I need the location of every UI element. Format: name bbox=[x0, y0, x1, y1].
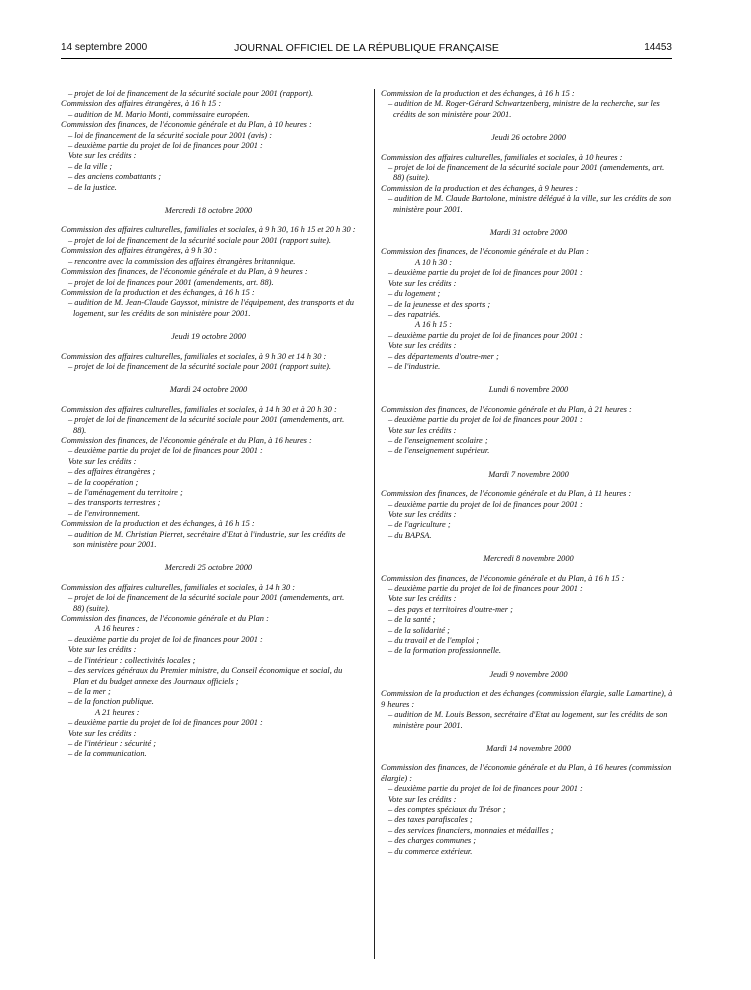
agenda-item: – de la formation professionnelle. bbox=[388, 646, 501, 656]
date-heading: Lundi 6 novembre 2000 bbox=[488, 385, 569, 395]
agenda-item: – de l'enseignement scolaire ; bbox=[388, 435, 488, 445]
session-time: A 21 heures : bbox=[95, 707, 140, 717]
agenda-item: – des services financiers, monnaies et médailles ; bbox=[388, 825, 554, 835]
commission-heading: Commission des finances, de l'économie générale et du Plan, à 16 heures : bbox=[61, 435, 312, 445]
agenda-item: Vote sur les crédits : bbox=[68, 151, 137, 161]
agenda-item: – de l'aménagement du territoire ; bbox=[68, 488, 183, 497]
issue-date: 14 septembre 2000 bbox=[61, 42, 148, 53]
agenda-item: – du travail et de l'emploi ; bbox=[388, 636, 480, 646]
agenda-item: – projet de loi de financement de la sécurité sociale pour 2001 (rapport suite). bbox=[68, 361, 331, 371]
commission-heading: Commission des finances, de l'économie générale et du Plan : bbox=[61, 614, 269, 624]
page-number: 14453 bbox=[644, 42, 672, 53]
commission-heading: Commission des affaires culturelles, familiales et sociales, à 14 h 30 et à 20 h 30 : bbox=[61, 404, 337, 414]
agenda-item: – de l'agriculture ; bbox=[388, 520, 451, 530]
agenda-item: – deuxième partie du projet de loi de finances pour 2001 : bbox=[388, 584, 583, 594]
agenda-item: – des charges communes ; bbox=[388, 836, 477, 846]
agenda-item: – de l'industrie. bbox=[388, 361, 441, 371]
commission-heading: Commission des finances, de l'économie générale et du Plan, à 10 heures : bbox=[61, 120, 312, 130]
commission-heading: Commission des finances, de l'économie générale et du Plan, à 16 h 15 : bbox=[381, 573, 625, 583]
right-column bbox=[381, 89, 676, 857]
agenda-item: Vote sur les crédits : bbox=[388, 594, 457, 604]
date-heading: Mardi 24 octobre 2000 bbox=[169, 385, 248, 395]
agenda-item: – des anciens combattants ; bbox=[68, 172, 162, 182]
agenda-item: – projet de loi de financement de la sécurité sociale pour 2001 (rapport). bbox=[68, 89, 314, 98]
agenda-item: – de l'enseignement supérieur. bbox=[388, 446, 490, 456]
column-divider bbox=[374, 89, 375, 959]
agenda-item: – audition de M. Roger-Gérard Schwartzenberg, ministre de la recherche, sur les crédits de son ministère pour 2001. bbox=[388, 99, 660, 119]
agenda-item: – deuxième partie du projet de loi de finances pour 2001 : bbox=[388, 784, 583, 794]
commission-heading: Commission de la production et des échanges, à 16 h 15 : bbox=[61, 519, 255, 529]
agenda-item: – loi de financement de la sécurité sociale pour 2001 (avis) : bbox=[68, 130, 272, 140]
agenda-item: Vote sur les crédits : bbox=[68, 645, 137, 655]
agenda-item: – de l'environnement. bbox=[68, 508, 140, 518]
agenda-item: – deuxième partie du projet de loi de finances pour 2001 : bbox=[68, 718, 263, 728]
session-time: A 16 h 15 : bbox=[415, 320, 453, 330]
date-heading: Mardi 14 novembre 2000 bbox=[486, 743, 571, 753]
date-heading: Jeudi 9 novembre 2000 bbox=[489, 669, 568, 679]
commission-heading: Commission des finances, de l'économie générale et du Plan, à 11 heures : bbox=[381, 489, 632, 499]
commission-heading: Commission de la production et des échanges, à 16 h 15 : bbox=[381, 89, 575, 98]
date-heading: Mercredi 18 octobre 2000 bbox=[164, 206, 253, 216]
agenda-item: – de la jeunesse et des sports ; bbox=[388, 299, 491, 309]
date-heading: Mardi 31 octobre 2000 bbox=[489, 228, 568, 238]
commission-heading: Commission des affaires culturelles, familiales et sociales, à 10 heures : bbox=[381, 152, 623, 162]
agenda-item: – du logement ; bbox=[388, 289, 441, 299]
agenda-item: – deuxième partie du projet de loi de finances pour 2001 : bbox=[68, 446, 263, 456]
agenda-item: – de la fonction publique. bbox=[68, 697, 154, 707]
agenda-item: – des affaires étrangères ; bbox=[68, 467, 156, 477]
commission-heading: Commission des finances, de l'économie générale et du Plan, à 16 heures (commission élargie) : bbox=[381, 763, 672, 783]
agenda-item: Vote sur les crédits : bbox=[388, 794, 457, 804]
agenda-item: – deuxième partie du projet de loi de finances pour 2001 : bbox=[388, 415, 583, 425]
agenda-item: – deuxième partie du projet de loi de finances pour 2001 : bbox=[388, 499, 583, 509]
agenda-item: – de l'intérieur : collectivités locales ; bbox=[68, 655, 196, 665]
commission-heading: Commission de la production et des échanges (commission élargie, salle Lamartine), à 9 heures : bbox=[381, 689, 673, 709]
agenda-item: – des comptes spéciaux du Trésor ; bbox=[388, 804, 506, 814]
agenda-item: – projet de loi de financement de la sécurité sociale pour 2001 (amendements, art. 88) (suite). bbox=[68, 593, 345, 613]
agenda-item: Vote sur les crédits : bbox=[388, 341, 457, 351]
agenda-item: – deuxième partie du projet de loi de finances pour 2001 : bbox=[388, 330, 583, 340]
agenda-item: – audition de M. Mario Monti, commissaire européen. bbox=[68, 109, 250, 119]
left-column bbox=[61, 89, 356, 760]
commission-heading: Commission des affaires culturelles, familiales et sociales, à 9 h 30 et 14 h 30 : bbox=[61, 351, 327, 361]
agenda-item: – audition de M. Claude Bartolone, ministre délégué à la ville, sur les crédits de son ministère pour 2001. bbox=[388, 194, 672, 214]
agenda-item: – de la ville ; bbox=[68, 161, 113, 171]
session-time: A 10 h 30 : bbox=[415, 257, 453, 267]
agenda-item: – de l'intérieur : sécurité ; bbox=[68, 738, 157, 748]
commission-heading: Commission des finances, de l'économie générale et du Plan : bbox=[381, 247, 589, 257]
agenda-item: Vote sur les crédits : bbox=[388, 425, 457, 435]
agenda-item: – projet de loi de financement de la sécurité sociale pour 2001 (amendements, art. 88) (suite). bbox=[388, 163, 665, 183]
date-heading: Jeudi 19 octobre 2000 bbox=[171, 332, 246, 342]
agenda-item: Vote sur les crédits : bbox=[388, 278, 457, 288]
agenda-item: – audition de M. Christian Pierret, secrétaire d'Etat à l'industrie, sur les crédits de son ministère pour 2001. bbox=[68, 529, 346, 550]
agenda-item: – des taxes parafiscales ; bbox=[388, 815, 473, 825]
agenda-item: – des pays et territoires d'outre-mer ; bbox=[388, 604, 513, 614]
commission-heading: Commission des affaires étrangères, à 16 h 15 : bbox=[61, 99, 222, 109]
agenda-item: – projet de loi de finances pour 2001 (amendements, art. 88). bbox=[68, 277, 274, 287]
page-header bbox=[61, 42, 672, 58]
agenda-item: Vote sur les crédits : bbox=[388, 510, 457, 519]
agenda-item: – de la justice. bbox=[68, 182, 117, 192]
commission-heading: Commission de la production et des échanges, à 9 heures : bbox=[381, 183, 578, 193]
header-rule bbox=[61, 58, 672, 59]
agenda-item: – de la coopération ; bbox=[68, 477, 139, 487]
commission-heading: Commission des affaires culturelles, familiales et sociales, à 14 h 30 : bbox=[61, 582, 296, 592]
agenda-item: – de la communication. bbox=[68, 749, 147, 759]
commission-heading: Commission des affaires culturelles, familiales et sociales, à 9 h 30, 16 h 15 et 20 h 30 : bbox=[61, 225, 356, 235]
agenda-item: – deuxième partie du projet de loi de finances pour 2001 : bbox=[68, 141, 263, 151]
agenda-item: – du commerce extérieur. bbox=[388, 846, 473, 856]
agenda-item: – de la santé ; bbox=[388, 615, 436, 625]
agenda-item: – des services généraux du Premier ministre, du Conseil économique et social, du Plan et du budget annexe des Journaux officiels ; bbox=[68, 666, 343, 686]
agenda-item: – rencontre avec la commission des affaires étrangères britannique. bbox=[68, 256, 296, 266]
agenda-item: – de la mer ; bbox=[68, 686, 111, 696]
commission-heading: Commission des finances, de l'économie générale et du Plan, à 21 heures : bbox=[381, 404, 632, 414]
date-heading: Jeudi 26 octobre 2000 bbox=[491, 133, 566, 143]
agenda-item: – projet de loi de financement de la sécurité sociale pour 2001 (rapport suite). bbox=[68, 235, 331, 245]
agenda-item: – audition de M. Jean-Claude Gayssot, ministre de l'équipement, des transports et du logement, sur les crédits de son ministère pour 2001. bbox=[68, 298, 354, 318]
date-heading: Mercredi 25 octobre 2000 bbox=[164, 563, 253, 573]
agenda-item: Vote sur les crédits : bbox=[68, 728, 137, 738]
date-heading: Mardi 7 novembre 2000 bbox=[488, 469, 569, 479]
commission-heading: Commission des finances, de l'économie générale et du Plan, à 9 heures : bbox=[61, 267, 308, 277]
agenda-item: – des rapatriés. bbox=[388, 309, 441, 319]
agenda-item: – des départements d'outre-mer ; bbox=[388, 351, 499, 361]
agenda-item: – du BAPSA. bbox=[388, 530, 432, 540]
session-time: A 16 heures : bbox=[95, 624, 140, 634]
commission-heading: Commission des affaires étrangères, à 9 h 30 : bbox=[61, 246, 217, 256]
agenda-item: – des transports terrestres ; bbox=[68, 498, 161, 508]
agenda-item: – deuxième partie du projet de loi de finances pour 2001 : bbox=[68, 634, 263, 644]
agenda-item: – projet de loi de financement de la sécurité sociale pour 2001 (amendements, art. 88). bbox=[68, 415, 345, 435]
date-heading: Mercredi 8 novembre 2000 bbox=[483, 554, 574, 564]
agenda-item: – de la solidarité ; bbox=[388, 625, 450, 635]
agenda-item: Vote sur les crédits : bbox=[68, 456, 137, 466]
journal-title: JOURNAL OFFICIEL DE LA RÉPUBLIQUE FRANÇAISE bbox=[234, 42, 499, 54]
agenda-item: – audition de M. Louis Besson, secrétaire d'Etat au logement, sur les crédits de son ministère pour 2001. bbox=[388, 710, 668, 730]
commission-heading: Commission de la production et des échanges, à 16 h 15 : bbox=[61, 287, 255, 297]
agenda-item: – deuxième partie du projet de loi de finances pour 2001 : bbox=[388, 268, 583, 278]
